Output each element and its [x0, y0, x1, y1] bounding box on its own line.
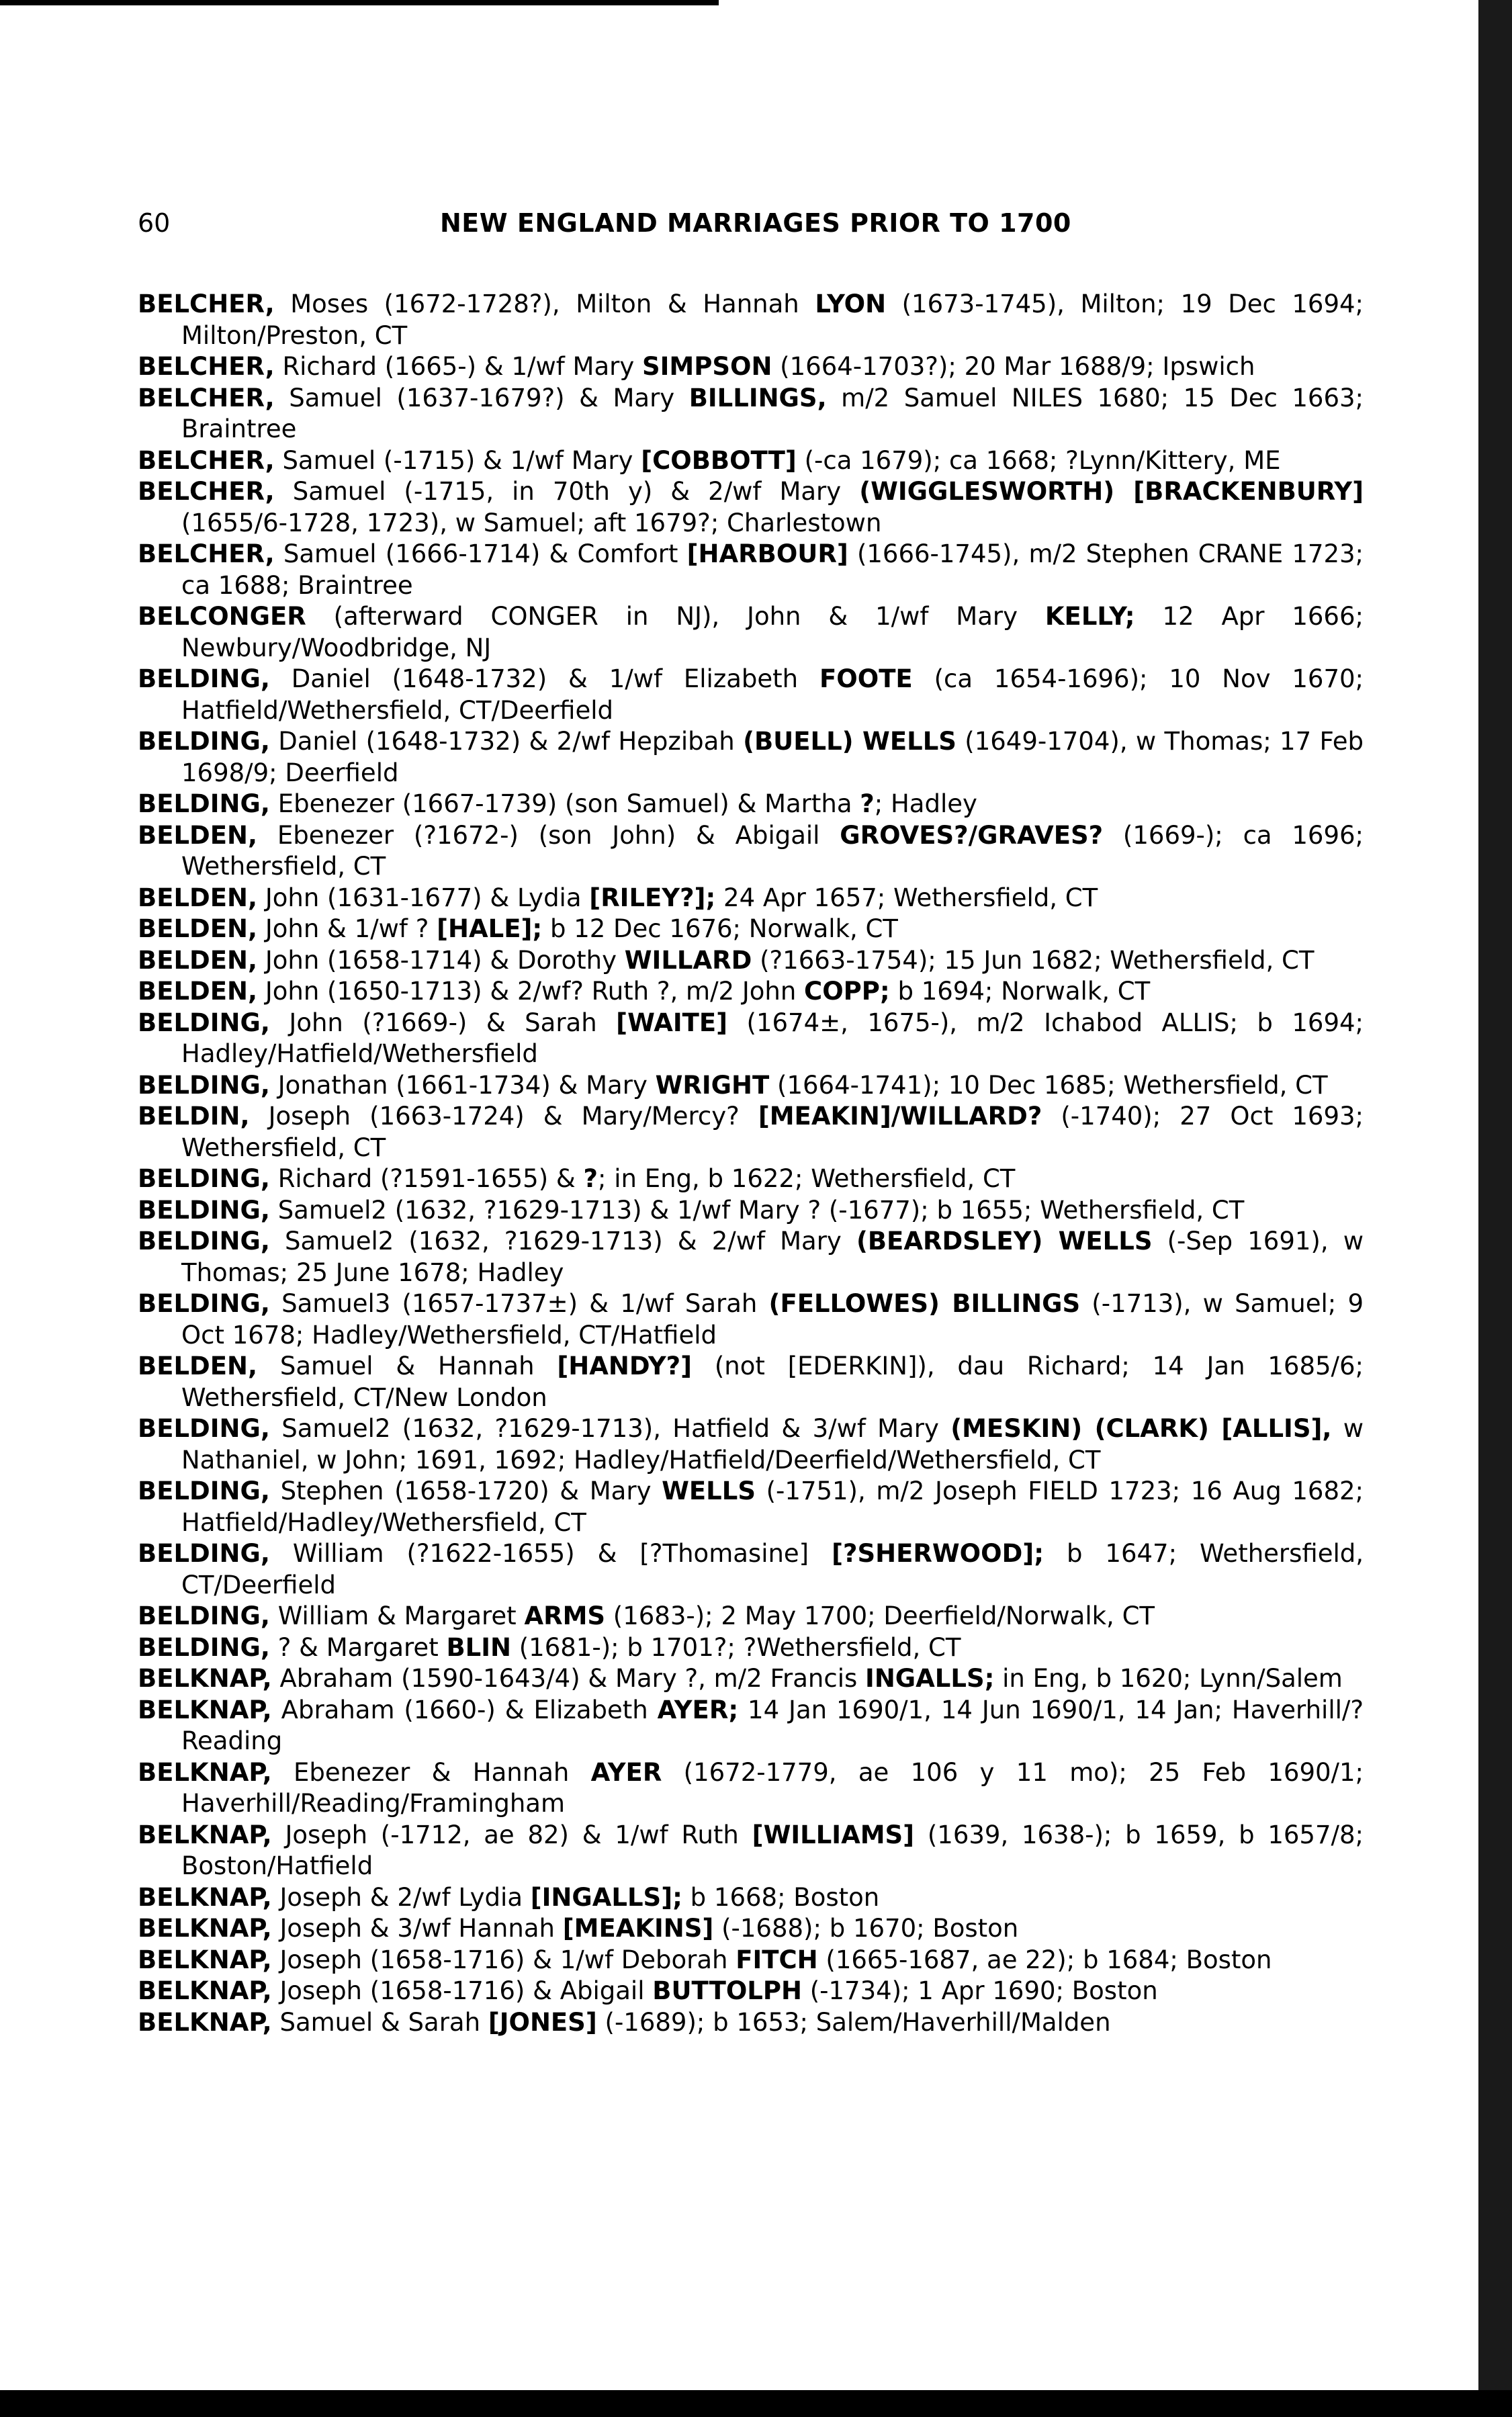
surname: BELKNAP,	[138, 1757, 272, 1787]
spouse-surname: FITCH	[736, 1945, 818, 1974]
spouse-surname: [COBBOTT]	[641, 445, 797, 475]
surname: BELDING,	[138, 1070, 270, 1100]
entry-text: Richard (1665-) & 1/wf Mary	[274, 352, 642, 381]
surname: BELDING,	[138, 1539, 270, 1568]
entry-text: (1666-1745), m/2 Stephen CRANE 1723; ca 1688; Braintree	[181, 539, 1364, 600]
entry-text: (1672-1779, ae 106 y 11 mo); 25 Feb 1690/1; Haverhill/Reading/Framingham	[181, 1757, 1364, 1818]
spouse-surname: GROVES?/GRAVES?	[840, 820, 1104, 850]
entry-text: Daniel (1648-1732) & 2/wf Hepzibah	[269, 727, 744, 756]
spouse-surname: [HALE];	[437, 914, 543, 943]
spouse-surname: ?	[860, 789, 875, 818]
entry-text: 12 Apr 1666; Newbury/Woodbridge, NJ	[181, 602, 1364, 662]
surname: BELCHER,	[138, 539, 275, 568]
surname: BELKNAP,	[138, 1976, 272, 2005]
spouse-surname: ?	[583, 1164, 598, 1193]
entry-text: (1655/6-1728, 1723), w Samuel; aft 1679?; Charlestown	[181, 508, 882, 537]
entry-text: (-1740); 27 Oct 1693; Wethersfield, CT	[181, 1102, 1364, 1162]
scan-bottom-border	[0, 2390, 1512, 2417]
marriage-entry	[138, 1195, 1364, 1227]
marriage-entry	[138, 1538, 1364, 1601]
surname: BELCHER,	[138, 383, 275, 412]
marriage-entry	[138, 476, 1364, 539]
spouse-surname: [WILLIAMS]	[752, 1820, 915, 1849]
entry-text: 24 Apr 1657; Wethersfield, CT	[715, 883, 1098, 912]
entry-text: Samuel2 (1632, ?1629-1713) & 1/wf Mary ? (-1677); b 1655; Wethersfield, CT	[269, 1195, 1245, 1225]
marriage-entry	[138, 945, 1364, 977]
spouse-surname: BUTTOLPH	[652, 1976, 802, 2005]
surname: BELKNAP,	[138, 1820, 272, 1849]
marriage-entry	[138, 914, 1364, 945]
entry-text: Samuel & Hannah	[257, 1352, 558, 1380]
surname: BELKNAP,	[138, 2007, 272, 2037]
entry-text: (1639, 1638-); b 1659, b 1657/8; Boston/Hatfield	[181, 1820, 1364, 1880]
marriage-entry	[138, 1663, 1364, 1695]
spouse-surname: [JONES]	[488, 2007, 597, 2037]
entry-text: Ebenezer (1667-1739) (son Samuel) & Martha	[269, 789, 860, 818]
entry-text: (1683-); 2 May 1700; Deerfield/Norwalk, CT	[605, 1601, 1155, 1630]
surname: BELCONGER	[138, 602, 306, 631]
marriage-entry	[138, 1413, 1364, 1476]
page-number: 60	[138, 208, 171, 238]
marriage-entry	[138, 539, 1364, 601]
scan-top-border	[0, 0, 719, 5]
entry-text: (not [EDERKIN]), dau Richard; 14 Jan 1685/6; Wethersfield, CT/New London	[181, 1352, 1364, 1412]
spouse-surname: (WIGGLESWORTH) [BRACKENBURY]	[859, 477, 1364, 506]
entry-text: (ca 1654-1696); 10 Nov 1670; Hatfield/Wethersfield, CT/Deerfield	[181, 664, 1364, 725]
entry-text: (1673-1745), Milton; 19 Dec 1694; Milton/Preston, CT	[181, 290, 1364, 350]
surname: BELDEN,	[138, 914, 258, 943]
entry-text: Joseph (1658-1716) & Abigail	[271, 1976, 653, 2005]
surname: BELDING,	[138, 1227, 270, 1256]
entry-text: John (1658-1714) & Dorothy	[257, 945, 625, 975]
surname: BELDING,	[138, 1008, 270, 1037]
marriage-entry	[138, 1226, 1364, 1288]
marriage-entry	[138, 1601, 1364, 1632]
entry-text: (1664-1741); 10 Dec 1685; Wethersfield, CT	[769, 1070, 1328, 1100]
surname: BELDING,	[138, 1195, 270, 1225]
spouse-surname: [HARBOUR]	[686, 539, 848, 568]
surname: BELCHER,	[138, 352, 275, 381]
entry-text: Stephen (1658-1720) & Mary	[269, 1477, 662, 1505]
marriage-entry	[138, 1820, 1364, 1882]
spouse-surname: COPP;	[804, 977, 890, 1006]
entry-text: (1674±, 1675-), m/2 Ichabod ALLIS; b 1694; Hadley/Hatfield/Wethersfield	[181, 1008, 1364, 1068]
marriage-entry	[138, 445, 1364, 477]
surname: BELDEN,	[138, 945, 258, 975]
surname: BELDING,	[138, 1289, 270, 1318]
entry-text: Joseph (1663-1724) & Mary/Mercy?	[249, 1102, 758, 1131]
entry-text: Daniel (1648-1732) & 1/wf Elizabeth	[269, 664, 820, 693]
spouse-surname: (BUELL) WELLS	[743, 727, 957, 756]
surname: BELDEN,	[138, 1352, 258, 1380]
entry-text: Moses (1672-1728?), Milton & Hannah	[274, 290, 815, 318]
entry-text: (?1663-1754); 15 Jun 1682; Wethersfield, CT	[752, 945, 1315, 975]
marriage-entry	[138, 1945, 1364, 1976]
entry-text: (1681-); b 1701?; ?Wethersfield, CT	[510, 1632, 961, 1662]
spouse-surname: WILLARD	[624, 945, 752, 975]
marriage-entry	[138, 883, 1364, 914]
marriage-entry	[138, 1476, 1364, 1538]
marriage-entry	[138, 820, 1364, 883]
entry-text: Abraham (1660-) & Elizabeth	[271, 1695, 658, 1724]
entry-text: (-1713), w Samuel; 9 Oct 1678; Hadley/Wethersfield, CT/Hatfield	[181, 1289, 1364, 1350]
entry-text: b 1647; Wethersfield, CT/Deerfield	[181, 1539, 1364, 1599]
spouse-surname: AYER	[590, 1757, 662, 1787]
spouse-surname: [INGALLS];	[530, 1882, 682, 1912]
entry-text: John (1650-1713) & 2/wf? Ruth ?, m/2 John	[257, 977, 805, 1006]
spouse-surname: (FELLOWES) BILLINGS	[768, 1289, 1081, 1318]
entry-text: Samuel (-1715, in 70th y) & 2/wf Mary	[274, 477, 860, 506]
entry-text: William (?1622-1655) & [?Thomasine]	[269, 1539, 832, 1568]
entry-text: ; in Eng, b 1622; Wethersfield, CT	[598, 1164, 1016, 1193]
entry-text: Samuel2 (1632, ?1629-1713), Hatfield & 3/wf Mary	[269, 1414, 951, 1443]
surname: BELDEN,	[138, 820, 258, 850]
entry-text: Joseph & 2/wf Lydia	[271, 1882, 531, 1912]
entry-text: Joseph (-1712, ae 82) & 1/wf Ruth	[271, 1820, 752, 1849]
marriage-entry	[138, 789, 1364, 820]
entry-text: (afterward CONGER in NJ), John & 1/wf Mary	[306, 602, 1045, 631]
marriage-entry	[138, 383, 1364, 445]
entry-text: ? & Margaret	[269, 1632, 447, 1662]
entry-text: (-1688); b 1670; Boston	[713, 1914, 1019, 1943]
spouse-surname: [?SHERWOOD];	[832, 1539, 1044, 1568]
marriage-entry	[138, 1913, 1364, 1945]
surname: BELDING,	[138, 789, 270, 818]
entry-text: (1669-); ca 1696; Wethersfield, CT	[181, 820, 1364, 881]
surname: BELDIN,	[138, 1102, 250, 1131]
entry-text: (1649-1704), w Thomas; 17 Feb 1698/9; Deerfield	[181, 727, 1364, 787]
entry-text: b 1694; Norwalk, CT	[889, 977, 1151, 1006]
spouse-surname: (BEARDSLEY) WELLS	[856, 1227, 1153, 1256]
surname: BELDING,	[138, 1164, 270, 1193]
spouse-surname: ARMS	[524, 1601, 606, 1630]
surname: BELCHER,	[138, 290, 275, 318]
entry-text: Samuel (-1715) & 1/wf Mary	[274, 445, 641, 475]
surname: BELDING,	[138, 1601, 270, 1630]
entry-list	[138, 289, 1364, 2038]
spouse-surname: LYON	[815, 290, 887, 318]
entry-text: ; Hadley	[874, 789, 977, 818]
spouse-surname: (MESKIN) (CLARK) [ALLIS],	[950, 1414, 1332, 1443]
entry-text: m/2 Samuel NILES 1680; 15 Dec 1663; Braintree	[181, 383, 1364, 443]
surname: BELKNAP,	[138, 1882, 272, 1912]
entry-text: Abraham (1590-1643/4) & Mary ?, m/2 Francis	[271, 1664, 866, 1693]
spouse-surname: KELLY;	[1044, 602, 1135, 631]
surname: BELKNAP,	[138, 1664, 272, 1693]
surname: BELDING,	[138, 1414, 270, 1443]
spouse-surname: AYER;	[657, 1695, 739, 1724]
surname: BELKNAP,	[138, 1695, 272, 1724]
marriage-entry	[138, 289, 1364, 351]
entry-text: in Eng, b 1620; Lynn/Salem	[994, 1664, 1343, 1693]
entry-text: (-1734); 1 Apr 1690; Boston	[801, 1976, 1158, 2005]
spouse-surname: FOOTE	[819, 664, 913, 693]
entry-text: Samuel (1637-1679?) & Mary	[274, 383, 689, 412]
spouse-surname: WELLS	[662, 1477, 756, 1505]
entry-text: (1664-1703?); 20 Mar 1688/9; Ipswich	[772, 352, 1255, 381]
running-head: NEW ENGLAND MARRIAGES PRIOR TO 1700	[440, 208, 1071, 238]
surname: BELDING,	[138, 727, 270, 756]
marriage-entry	[138, 1288, 1364, 1351]
surname: BELDING,	[138, 664, 270, 693]
spouse-surname: [WAITE]	[616, 1008, 728, 1037]
marriage-entry	[138, 1632, 1364, 1664]
marriage-entry	[138, 2007, 1364, 2039]
marriage-entry	[138, 1070, 1364, 1102]
surname: BELCHER,	[138, 445, 275, 475]
spouse-surname: BLIN	[446, 1632, 511, 1662]
marriage-entry	[138, 351, 1364, 383]
surname: BELDEN,	[138, 883, 258, 912]
marriage-entry	[138, 1008, 1364, 1070]
entry-text: (-ca 1679); ca 1668; ?Lynn/Kittery, ME	[796, 445, 1281, 475]
surname: BELDEN,	[138, 977, 258, 1006]
spouse-surname: [HANDY?]	[557, 1352, 693, 1380]
entry-text: John (1631-1677) & Lydia	[257, 883, 590, 912]
surname: BELDING,	[138, 1477, 270, 1505]
spouse-surname: SIMPSON	[642, 352, 772, 381]
spouse-surname: WRIGHT	[655, 1070, 770, 1100]
entry-text: Jonathan (1661-1734) & Mary	[269, 1070, 656, 1100]
entry-text: Samuel (1666-1714) & Comfort	[274, 539, 687, 568]
marriage-entry	[138, 1757, 1364, 1820]
entry-text: John & 1/wf ?	[257, 914, 437, 943]
spouse-surname: [MEAKIN]/WILLARD?	[758, 1102, 1042, 1131]
entry-text: William & Margaret	[269, 1601, 525, 1630]
entry-text: (-Sep 1691), w Thomas; 25 June 1678; Hadley	[181, 1227, 1364, 1287]
entry-text: (-1751), m/2 Joseph FIELD 1723; 16 Aug 1682; Hatfield/Hadley/Wethersfield, CT	[181, 1477, 1364, 1537]
entry-text: b 1668; Boston	[682, 1882, 880, 1912]
surname: BELDING,	[138, 1632, 270, 1662]
entry-text: Samuel2 (1632, ?1629-1713) & 2/wf Mary	[269, 1227, 856, 1256]
entry-text: w Nathaniel, w John; 1691, 1692; Hadley/Hatfield/Deerfield/Wethersfield, CT	[181, 1414, 1364, 1475]
entry-text: Samuel & Sarah	[271, 2007, 488, 2037]
marriage-entry	[138, 976, 1364, 1008]
entry-text: John (?1669-) & Sarah	[269, 1008, 617, 1037]
entry-text: Ebenezer (?1672-) (son John) & Abigail	[257, 820, 840, 850]
surname: BELKNAP,	[138, 1945, 272, 1974]
scan-right-border	[1478, 0, 1512, 2417]
surname: BELCHER,	[138, 477, 275, 506]
marriage-entry	[138, 1163, 1364, 1195]
entry-text: 14 Jan 1690/1, 14 Jun 1690/1, 14 Jan; Haverhill/?Reading	[181, 1695, 1364, 1755]
marriage-entry	[138, 1351, 1364, 1413]
surname: BELKNAP,	[138, 1914, 272, 1943]
entry-text: b 12 Dec 1676; Norwalk, CT	[542, 914, 898, 943]
marriage-entry	[138, 601, 1364, 664]
marriage-entry	[138, 1695, 1364, 1757]
marriage-entry	[138, 1101, 1364, 1163]
marriage-entry	[138, 1882, 1364, 1914]
entry-text: Joseph (1658-1716) & 1/wf Deborah	[271, 1945, 736, 1974]
spouse-surname: INGALLS;	[865, 1664, 995, 1693]
entry-text: Samuel3 (1657-1737±) & 1/wf Sarah	[269, 1289, 769, 1318]
marriage-entry	[138, 726, 1364, 789]
entry-text: (1665-1687, ae 22); b 1684; Boston	[817, 1945, 1272, 1974]
spouse-surname: [MEAKINS]	[562, 1914, 714, 1943]
spouse-surname: [RILEY?];	[589, 883, 716, 912]
spouse-surname: BILLINGS,	[688, 383, 827, 412]
entry-text: Richard (?1591-1655) &	[269, 1164, 584, 1193]
marriage-entry	[138, 1976, 1364, 2007]
marriage-entry	[138, 664, 1364, 726]
entry-text: (-1689); b 1653; Salem/Haverhill/Malden	[596, 2007, 1111, 2037]
entry-text: Joseph & 3/wf Hannah	[271, 1914, 563, 1943]
entry-text: Ebenezer & Hannah	[271, 1757, 591, 1787]
